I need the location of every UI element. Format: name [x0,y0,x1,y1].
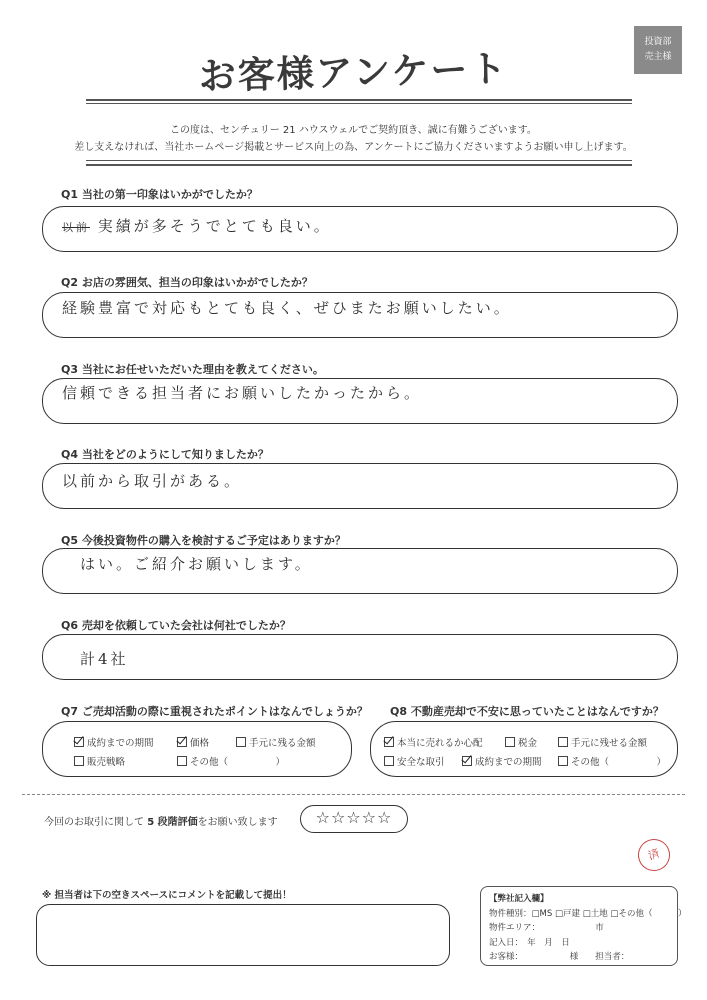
top-rule-2 [86,103,632,104]
rating-prompt [44,813,278,828]
q8-checkbox-5[interactable] [462,756,472,766]
q7-checkbox-4[interactable] [74,756,84,766]
q3-label: Q3 当社にお任せいただいた理由を教えてください。 [61,363,324,376]
office-date: 記入日： 年 月 日 [489,938,570,948]
q7-checkbox-5[interactable] [177,756,187,766]
q2-label: Q2 お店の雰囲気、担当の印象はいかがでしたか？ [61,276,313,289]
q8-option-5[interactable] [462,754,542,768]
q8-option-6-label: その他（ ） [571,757,667,768]
q7-option-4-label: 販売戦略 [87,757,126,768]
q8-label: Q8 不動産売却で不安に思っていたことはなんですか？ [390,705,664,718]
rating-prompt-pre: 今回のお取引に関して [44,817,144,828]
office-customer: お客様： 様 担当者： [489,952,630,962]
q8-checkbox-6[interactable] [558,756,568,766]
q4-answer: 以前から取引がある。 [62,472,243,490]
dept-line2: 売主様 [644,52,672,62]
q8-option-2-label: 税金 [518,738,538,749]
dept-badge [634,26,682,74]
top-rule-1 [86,99,632,101]
q7-option-1[interactable] [74,735,154,749]
q7-option-2-label: 価格 [190,738,210,749]
q8-checkbox-2[interactable] [505,737,515,747]
q1-struck-text: 以前 [62,221,90,234]
rating-prompt-post: をお願い致します [197,817,278,828]
q7-option-3[interactable] [236,735,316,749]
office-area: 物件エリア： 市 [489,923,604,933]
q7-option-5[interactable] [177,754,285,768]
q8-checkbox-3[interactable] [558,737,568,747]
q8-option-3[interactable] [558,735,647,749]
intro-line-1: この度は、センチュリー 21 ハウスウェルでご契約頂き、誠に有難うございます。 [170,125,537,136]
section-divider [22,794,685,795]
q6-label: Q6 売却を依頼していた会社は何社でしたか？ [61,619,291,632]
office-property-type: 物件種別：□MS □戸建 □土地 □その他（ ） [489,909,687,919]
q8-option-1-label: 本当に売れるか心配 [397,738,483,749]
q7-checkbox-2[interactable] [177,737,187,747]
office-title: 【弊社記入欄】 [489,894,549,904]
q1-answer [62,215,332,236]
q3-answer: 信頼できる担当者にお願いしたかったから。 [62,384,423,402]
q7-option-5-label: その他（ ） [190,757,286,768]
q6-answer-box[interactable] [42,634,678,680]
intro-line-2: 差し支えなければ、当社ホームページ掲載とサービス向上の為、アンケートにご協力くださいますようお願い申し上げます。 [74,142,633,153]
q7-checkbox-1[interactable] [74,737,84,747]
q8-option-4-label: 安全な取引 [397,757,445,768]
dept-line1: 投資部 [644,37,672,47]
q7-label: Q7 ご売却活動の際に重視されたポイントはなんでしょうか？ [61,705,368,718]
q6-answer: 計4社 [80,650,129,668]
intro-rule-2 [86,164,632,166]
q8-option-4[interactable] [384,754,445,768]
page-title: お客様アンケート [198,46,509,99]
q2-answer: 経験豊富で対応もとても良く、ぜひまたお願いしたい。 [62,299,512,317]
q7-options-box [42,721,352,777]
q7-option-1-label: 成約までの期間 [87,738,154,749]
q4-label: Q4 当社をどのようにして知りましたか？ [61,448,269,461]
q1-answer-text: 実績が多そうでとても良い。 [97,217,332,235]
q7-option-3-label: 手元に残る金額 [249,738,316,749]
q8-checkbox-1[interactable] [384,737,394,747]
q5-label: Q5 今後投資物件の購入を検討するご予定はありますか？ [61,534,346,547]
staff-comment-box[interactable] [36,904,450,966]
q8-option-2[interactable] [505,735,537,749]
rating-prompt-bold: 5 段階評価 [147,817,198,828]
q8-option-6[interactable] [558,754,666,768]
q8-options-box [370,721,678,777]
q8-option-1[interactable] [384,735,483,749]
office-use-box [480,886,687,966]
q5-answer: はい。ご紹介お願いします。 [80,555,313,573]
q1-label: Q1 当社の第一印象はいかがでしたか？ [61,188,258,201]
star-rating[interactable]: ☆☆☆☆☆ [300,805,408,833]
q7-option-2[interactable] [177,735,209,749]
q7-checkbox-3[interactable] [236,737,246,747]
q8-checkbox-4[interactable] [384,756,394,766]
q8-option-5-label: 成約までの期間 [475,757,542,768]
q8-option-3-label: 手元に残せる金額 [571,738,648,749]
completed-stamp: 済 [633,834,674,875]
staff-note-label: ※ 担当者は下の空きスペースにコメントを記載して提出！ [42,890,292,901]
q7-option-4[interactable] [74,754,125,768]
intro-rule-1 [86,160,632,161]
